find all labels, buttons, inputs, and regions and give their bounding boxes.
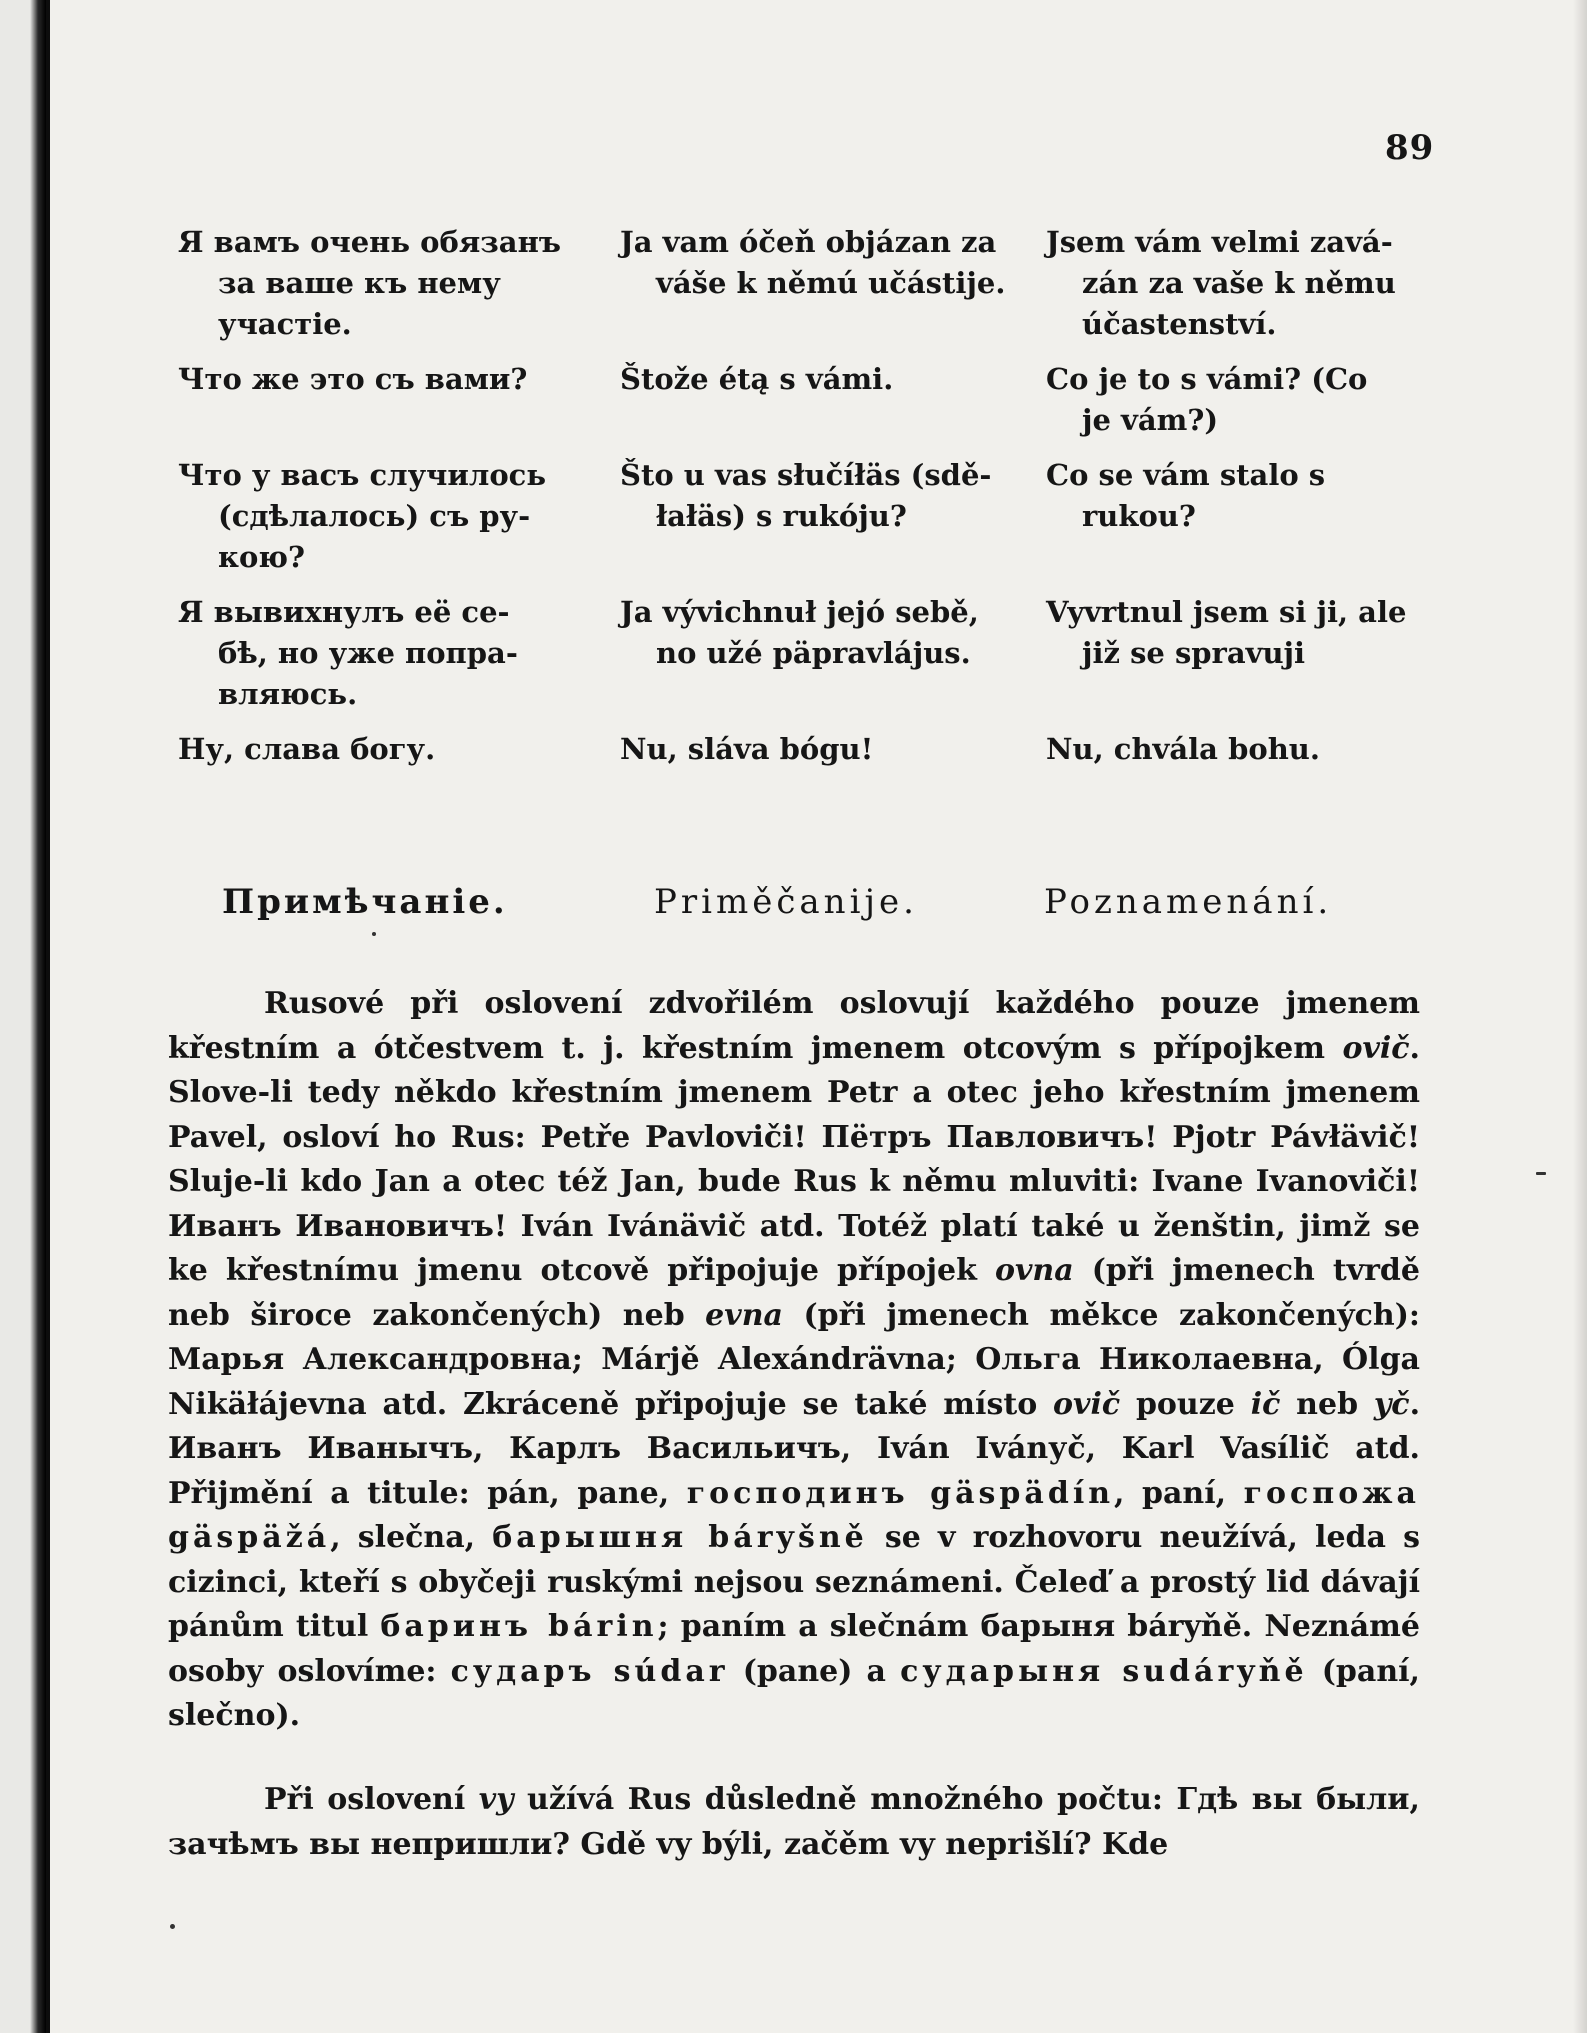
transliteration-phrase — [588, 455, 1028, 578]
phrase-text: Я вамъ очень обязанъ за ваше къ нему участіе. — [178, 225, 562, 341]
previous-page-edge — [0, 0, 46, 2033]
scan-speck — [1536, 1172, 1546, 1175]
phrase-text: Что же это съ вами? — [178, 362, 528, 396]
scan-speck — [372, 932, 376, 936]
transliteration-phrase — [588, 729, 1028, 770]
note-paragraph: Rusové při oslovení zdvořilém oslovují každého pouze jmenem křestním a ótčestvem t. j. křestním jmenem otcovým s přípojkem ovič. Slove-li tedy někdo křestním jmenem Petr a otec jeho křestním jmenem Pavel, osloví ho Rus: Petře Pavloviči! Пётръ Павловичъ! Pjotr Pávłävič! Sluje-li kdo Jan a otec též Jan, bude Rus k němu mluviti: Ivane Ivanoviči! Иванъ Ивановичъ! Iván Ivánävič atd. Totéž platí také u ženštin, jimž se ke křestnímu jmenu otcově připojuje přípojek ovna (při jmenech tvrdě neb široce zakončených) neb evna (při jmenech měkce zakončených): Марья Александровна; Márjě Alexándrävna; Ольга Николаевна, Ólga Nikäłájevna atd. Zkráceně připojuje se také místo ovič pouze ič neb yč. Иванъ Иванычъ, Карлъ Васильичъ, Iván Ivánуč, Karl Vasílič atd. Přijmění a titule: pán, pane, господинъ gäspädín, paní, госпожа gäspäžá, slečna, барышня báryšně se v rozhovoru neužívá, leda s cizinci, kteří s obyčeji ruskými nejsou seznámeni. Čeleď a prostý lid dávají pánům titul баринъ bárin; paním a slečnám барыня báryňě. Neznámé osoby oslovíme: сударъ súdar (pane) a сударыня sudáryňě (paní, slečno). — [168, 986, 1421, 1733]
russian-phrase — [178, 592, 588, 715]
phrase-text: Vyvrtnul jsem si ji, ale již se spravuji — [1046, 595, 1407, 670]
phrase-text: Ja vam óčeň objázan za váše k němú učástije. — [620, 225, 1006, 300]
russian-phrase — [178, 729, 588, 770]
transliteration-phrase — [588, 359, 1028, 441]
phrase-row — [178, 359, 1428, 441]
phrase-text: Ну, слава богу. — [178, 732, 436, 766]
russian-phrase — [178, 455, 588, 578]
phrase-text: Nu, chvála bohu. — [1046, 732, 1320, 766]
russian-phrase — [178, 359, 588, 441]
czech-phrase — [1028, 455, 1428, 578]
heading-czech: Poznamenání. — [1044, 882, 1333, 922]
transliteration-phrase — [588, 222, 1028, 345]
phrase-row — [178, 592, 1428, 715]
phrase-text: Što u vas słučíłäs (sdě- łałäs) s rukóju? — [620, 458, 992, 533]
phrase-row — [178, 222, 1428, 345]
phrase-text: Ja vývichnuł jejó sebě, no užé päpravlájus. — [620, 595, 979, 670]
page-shadow — [1573, 0, 1587, 2033]
phrase-table — [178, 222, 1428, 784]
scan-speck — [170, 1924, 175, 1929]
czech-phrase — [1028, 359, 1428, 441]
page-number: 89 — [1385, 128, 1435, 168]
section-headings — [178, 882, 1428, 922]
phrase-text: Jsem vám velmi zavá- zán za vaše k němu účastenství. — [1046, 225, 1396, 341]
czech-phrase — [1028, 729, 1428, 770]
phrase-row — [178, 455, 1428, 578]
phrase-text: Я вывихнулъ её се- бѣ, но уже попра- вляюсь. — [178, 595, 518, 711]
phrase-text: Štože étą s vámi. — [620, 362, 894, 396]
heading-russian: Примѣчаніе. — [222, 882, 508, 922]
book-page — [50, 0, 1587, 2033]
phrase-row — [178, 729, 1428, 770]
transliteration-phrase — [588, 592, 1028, 715]
czech-phrase — [1028, 592, 1428, 715]
phrase-text: Что у васъ случилось (сдѣлалось) съ ру- кою? — [178, 458, 547, 574]
phrase-text: Co se vám stalo s rukou? — [1046, 458, 1326, 533]
phrase-text: Nu, sláva bógu! — [620, 732, 874, 766]
czech-phrase — [1028, 222, 1428, 345]
note-paragraph: Při oslovení vy užívá Rus důsledně množného počtu: Гдѣ вы были, зачѣмъ вы непришли? Gdě vy býli, začěm vy neprišlí? Kde — [168, 1782, 1420, 1862]
phrase-text: Co je to s vámi? (Co je vám?) — [1046, 362, 1368, 437]
heading-transliteration: Priměčanije. — [654, 882, 918, 922]
russian-phrase — [178, 222, 588, 345]
